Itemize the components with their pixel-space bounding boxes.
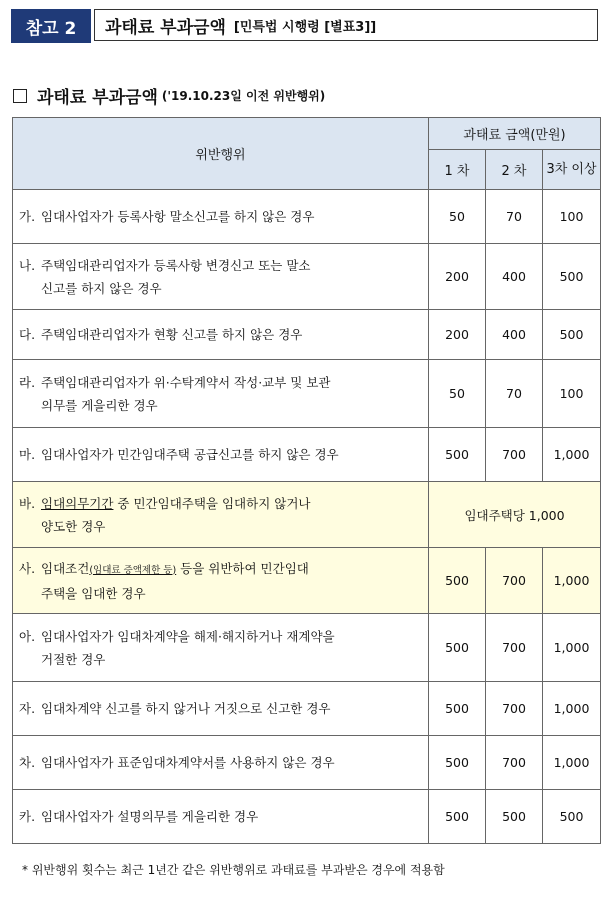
fine-v3-cell: 500 xyxy=(543,244,601,310)
violation-cell xyxy=(13,244,429,310)
fine-v2-cell: 70 xyxy=(486,190,543,244)
fine-v1-cell: 500 xyxy=(429,428,486,482)
row-label: 가. xyxy=(19,209,36,224)
fine-v1-cell: 500 xyxy=(429,614,486,682)
fine-v1-cell: 500 xyxy=(429,682,486,736)
violation-cell xyxy=(13,682,429,736)
fine-merged-cell: 임대주택당 1,000 xyxy=(429,482,601,548)
table-row xyxy=(13,482,601,548)
fine-v2-cell: 700 xyxy=(486,736,543,790)
violation-line-1 xyxy=(19,751,424,774)
violation-cell xyxy=(13,482,429,548)
fine-v2-cell: 700 xyxy=(486,614,543,682)
violation-line-1 xyxy=(19,625,424,648)
violation-line-1 xyxy=(19,371,424,394)
table-row xyxy=(13,736,601,790)
table-row xyxy=(13,614,601,682)
fine-v1-cell: 50 xyxy=(429,360,486,428)
violation-text: 주택임대관리업자가 현황 신고를 하지 않은 경우 xyxy=(41,327,303,342)
row-label: 사. xyxy=(19,560,36,576)
violation-line-1 xyxy=(19,805,424,828)
header xyxy=(11,9,601,43)
row-label: 나. xyxy=(19,257,36,273)
violation-line-1 xyxy=(19,492,424,515)
row-label: 자. xyxy=(19,701,36,716)
row-label: 차. xyxy=(19,755,36,770)
fine-v2-cell: 700 xyxy=(486,682,543,736)
fine-v1-cell: 200 xyxy=(429,244,486,310)
fine-v1-cell: 200 xyxy=(429,310,486,360)
violation-text: 주택임대관리업자가 등록사항 변경신고 또는 말소 xyxy=(41,257,311,273)
violation-line-2: 거절한 경우 xyxy=(41,651,106,667)
violation-cell xyxy=(13,310,429,360)
fine-v3-cell: 1,000 xyxy=(543,682,601,736)
header-title-box xyxy=(94,9,598,41)
violation-cell xyxy=(13,190,429,244)
header-fine-amount: 과태료 금액(만원) xyxy=(429,118,601,150)
violation-underlined-text: (임대료 증액제한 등) xyxy=(89,564,177,576)
reference-badge: 참고 2 xyxy=(11,9,91,43)
header-3rd: 3차 이상 xyxy=(543,150,601,190)
square-bullet-icon xyxy=(13,89,27,103)
violation-cell xyxy=(13,614,429,682)
fine-v2-cell: 400 xyxy=(486,310,543,360)
fine-v3-cell: 100 xyxy=(543,190,601,244)
violation-cell xyxy=(13,736,429,790)
violation-line-1 xyxy=(19,443,424,466)
table-row xyxy=(13,190,601,244)
violation-line-1 xyxy=(19,205,424,228)
violation-line-2: 양도한 경우 xyxy=(41,518,106,534)
row-label: 아. xyxy=(19,628,36,644)
header-1st: 1 차 xyxy=(429,150,486,190)
section-heading xyxy=(13,83,325,108)
violation-cell xyxy=(13,548,429,614)
row-label: 마. xyxy=(19,447,36,462)
violation-text-a: 임대조건 xyxy=(41,560,90,576)
header-title: 과태료 부과금액 xyxy=(105,17,226,38)
violation-line-1 xyxy=(19,323,424,346)
header-subtitle: [민특법 시행령 [별표3]] xyxy=(233,19,377,35)
fine-v1-cell: 50 xyxy=(429,190,486,244)
fine-table xyxy=(12,117,601,844)
fine-v3-cell: 500 xyxy=(543,790,601,844)
violation-cell xyxy=(13,360,429,428)
fine-v3-cell: 1,000 xyxy=(543,736,601,790)
violation-text: 주택임대관리업자가 위·수탁계약서 작성·교부 및 보관 xyxy=(41,374,331,390)
fine-v1-cell: 500 xyxy=(429,736,486,790)
row-label: 다. xyxy=(19,327,36,342)
table-row xyxy=(13,682,601,736)
section-date-note: ('19.10.23일 이전 위반행위) xyxy=(161,89,326,103)
violation-text-rest: 등을 위반하여 민간임대 xyxy=(176,560,309,576)
fine-v3-cell: 1,000 xyxy=(543,548,601,614)
row-label: 바. xyxy=(19,495,36,511)
row-label: 라. xyxy=(19,374,36,390)
section-title: 과태료 부과금액 xyxy=(37,88,158,108)
violation-text-rest: 중 민간임대주택을 임대하지 않거나 xyxy=(113,495,311,511)
fine-v3-cell: 500 xyxy=(543,310,601,360)
violation-underlined-text: 임대의무기간 xyxy=(41,495,114,511)
table-row xyxy=(13,548,601,614)
violation-line-1 xyxy=(19,697,424,720)
table-row xyxy=(13,310,601,360)
fine-v2-cell: 700 xyxy=(486,548,543,614)
fine-v3-cell: 1,000 xyxy=(543,428,601,482)
table-row xyxy=(13,360,601,428)
violation-text: 임대사업자가 등록사항 말소신고를 하지 않은 경우 xyxy=(41,209,315,224)
fine-v1-cell: 500 xyxy=(429,548,486,614)
violation-line-1 xyxy=(19,557,424,582)
header-2nd: 2 차 xyxy=(486,150,543,190)
footnote: * 위반행위 횟수는 최근 1년간 같은 위반행위로 과태료를 부과받은 경우에 적용함 xyxy=(22,863,445,877)
violation-text: 임대차계약 신고를 하지 않거나 거짓으로 신고한 경우 xyxy=(41,701,331,716)
violation-line-2: 의무를 게을리한 경우 xyxy=(41,397,158,413)
header-violation: 위반행위 xyxy=(13,118,429,190)
violation-line-1 xyxy=(19,254,424,277)
fine-v2-cell: 70 xyxy=(486,360,543,428)
violation-text: 임대사업자가 표준임대차계약서를 사용하지 않은 경우 xyxy=(41,755,335,770)
violation-cell xyxy=(13,428,429,482)
table-row xyxy=(13,428,601,482)
fine-v3-cell: 100 xyxy=(543,360,601,428)
violation-cell xyxy=(13,790,429,844)
violation-text: 임대사업자가 임대차계약을 해제·해지하거나 재계약을 xyxy=(41,628,335,644)
violation-line-2: 주택을 임대한 경우 xyxy=(41,585,146,601)
fine-v2-cell: 700 xyxy=(486,428,543,482)
fine-v3-cell: 1,000 xyxy=(543,614,601,682)
row-label: 카. xyxy=(19,809,36,824)
violation-text: 임대사업자가 설명의무를 게을리한 경우 xyxy=(41,809,259,824)
fine-v2-cell: 500 xyxy=(486,790,543,844)
violation-line-2: 신고를 하지 않은 경우 xyxy=(41,280,162,296)
fine-v1-cell: 500 xyxy=(429,790,486,844)
fine-v2-cell: 400 xyxy=(486,244,543,310)
table-header-row xyxy=(13,118,601,150)
table-row xyxy=(13,244,601,310)
violation-text: 임대사업자가 민간임대주택 공급신고를 하지 않은 경우 xyxy=(41,447,339,462)
table-row xyxy=(13,790,601,844)
